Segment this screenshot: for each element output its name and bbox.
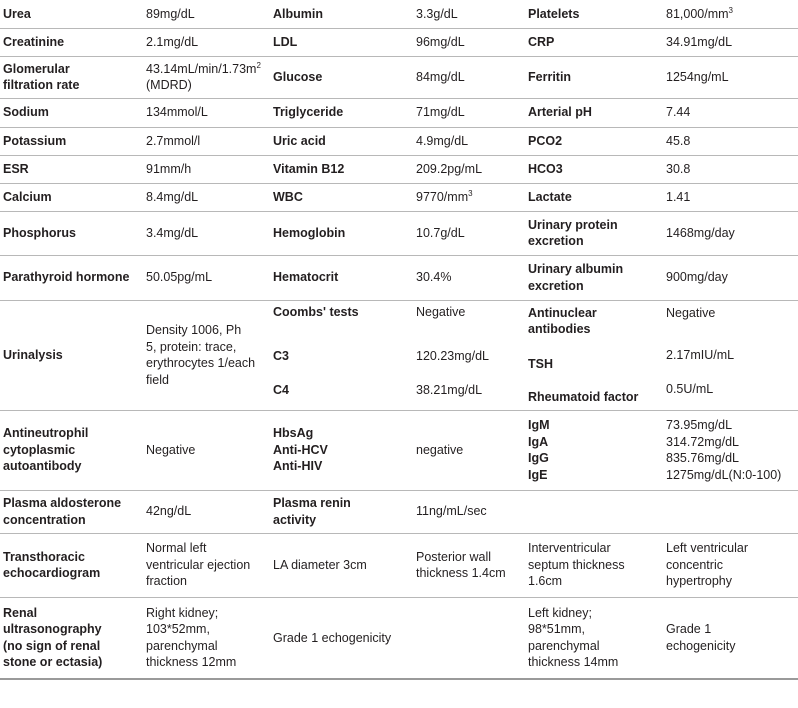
value-line: echogenicity [666,638,736,653]
value-line: 120.23mg/dL [416,348,489,363]
superscript: 3 [728,5,733,15]
label-cell [0,533,143,597]
label-cell: Urinalysis [0,300,143,410]
value-line: 835.76mg/dL [666,451,739,465]
label-line: antibodies [528,322,591,336]
value-text: 43.14mL/min/1.73m [146,61,257,76]
value-line: thickness 12mm [146,655,237,670]
label-cell [0,56,143,98]
table-row [0,410,798,490]
table-row [0,98,798,127]
label-cell [270,300,413,410]
value-line: septum thickness [528,557,625,572]
value-line: ventricular ejection [146,557,251,572]
value-cell: 30.8 [663,155,798,183]
table-row [0,300,798,410]
label-cell: Creatinine [0,28,143,56]
value-line: Left ventricular [666,541,748,556]
value-cell [525,533,663,597]
label-cell: Urea [0,0,143,28]
label-cell [525,211,663,255]
label-line: Antineutrophil [3,426,89,441]
value-line: Right kidney; [146,605,219,620]
label-line: activity [273,512,317,527]
label-line: Urinary protein [528,217,618,232]
value-cell: 134mmol/L [143,98,270,127]
label-cell [0,490,143,533]
value-line: (MDRD) [146,78,192,92]
value-line: 38.21mg/dL [416,382,483,397]
label-cell: Vitamin B12 [270,155,413,183]
value-cell: 30.4% [413,255,525,300]
table-row [0,490,798,533]
table-row [0,597,798,679]
value-line: 5, protein: trace, [146,339,237,354]
label-cell [270,410,413,490]
label-line: (no sign of renal [3,638,101,653]
label-cell [525,410,663,490]
label-cell [525,255,663,300]
value-line: 103*52mm, [146,622,210,637]
value-cell: 209.2pg/mL [413,155,525,183]
value-text: 9770/mm [416,189,469,204]
label-cell: Albumin [270,0,413,28]
value-line: 1.6cm [528,574,563,589]
value-cell: 34.91mg/dL [663,28,798,56]
value-cell: 4.9mg/dL [413,127,525,155]
value-cell: 3.4mg/dL [143,211,270,255]
label-line: concentration [3,512,86,527]
value-line: Negative [416,304,466,319]
value-cell [663,533,798,597]
label-cell: Arterial pH [525,98,663,127]
value-cell [143,597,270,679]
label-cell [0,410,143,490]
label-line: Rheumatoid factor [528,390,639,404]
label-cell [0,597,143,679]
label-cell: Calcium [0,183,143,211]
label-line: C3 [273,348,289,363]
label-cell: Uric acid [270,127,413,155]
value-line: fraction [146,574,187,589]
value-cell: 1.41 [663,183,798,211]
value-line: 314.72mg/dL [666,434,739,449]
value-line: parenchymal [528,638,600,653]
label-line: autoantibody [3,459,82,474]
value-cell: 84mg/dL [413,56,525,98]
table-row [0,0,798,28]
label-cell: Ferritin [525,56,663,98]
label-cell: Lactate [525,183,663,211]
table-row [0,127,798,155]
label-line: stone or ectasia) [3,655,103,670]
label-cell: PCO2 [525,127,663,155]
table-row [0,28,798,56]
value-line: erythrocytes 1/each [146,356,256,370]
value-cell: LA diameter 3cm [270,533,413,597]
label-cell: CRP [525,28,663,56]
value-cell: 8.4mg/dL [143,183,270,211]
value-cell: negative [413,410,525,490]
label-cell: ESR [0,155,143,183]
label-cell: Hematocrit [270,255,413,300]
empty-cell [525,490,663,533]
value-cell: 11ng/mL/sec [413,490,525,533]
value-line: thickness 1.4cm [416,566,506,580]
table-row [0,211,798,255]
label-cell [270,490,413,533]
value-cell [663,410,798,490]
value-cell [413,533,525,597]
label-cell: Phosphorus [0,211,143,255]
value-cell: 900mg/day [663,255,798,300]
value-line: 2.17mIU/mL [666,348,735,363]
label-line: excretion [528,278,584,293]
value-line: concentric [666,557,723,572]
value-cell: 10.7g/dL [413,211,525,255]
label-cell: Hemoglobin [270,211,413,255]
label-line: IgM [528,418,550,432]
table-row [0,533,798,597]
value-cell: 45.8 [663,127,798,155]
value-cell [143,300,270,410]
value-text: 81,000/mm [666,6,729,21]
empty-cell [663,490,798,533]
value-line: Interventricular [528,541,611,556]
value-cell: 89mg/dL [143,0,270,28]
label-line: IgG [528,451,549,465]
value-cell [663,0,798,28]
label-line: filtration rate [3,78,80,92]
label-line: Plasma renin [273,496,351,510]
value-cell: Negative [143,410,270,490]
value-cell: 2.7mmol/l [143,127,270,155]
value-line: Normal left [146,541,207,556]
label-line: IgE [528,467,548,482]
label-line: Anti-HIV [273,459,323,474]
label-cell: Parathyroid hormone [0,255,143,300]
value-line: 1275mg/dL(N:0-100) [666,467,782,482]
label-cell: LDL [270,28,413,56]
value-line: thickness 14mm [528,655,619,670]
value-line: Grade 1 [666,622,712,637]
label-line: cytoplasmic [3,442,76,457]
value-line: Posterior wall [416,549,492,564]
value-cell: 3.3g/dL [413,0,525,28]
value-cell: 1468mg/day [663,211,798,255]
label-line: IgA [528,434,549,449]
table-row [0,56,798,98]
label-line: echocardiogram [3,566,101,580]
label-cell: Platelets [525,0,663,28]
label-line: Transthoracic [3,549,85,564]
table-row [0,183,798,211]
value-cell: 96mg/dL [413,28,525,56]
label-line: TSH [528,356,553,371]
superscript: 3 [468,188,473,198]
value-line: 73.95mg/dL [666,418,733,432]
label-cell [525,300,663,410]
value-cell [663,300,798,410]
superscript: 2 [256,60,261,70]
value-line: hypertrophy [666,574,733,589]
value-cell: 1254ng/mL [663,56,798,98]
value-cell: Grade 1 echogenicity [270,597,525,679]
value-line: field [146,372,169,387]
value-cell: 42ng/dL [143,490,270,533]
value-cell: 7.44 [663,98,798,127]
label-line: Renal [3,605,38,620]
label-cell: Potassium [0,127,143,155]
value-cell [413,300,525,410]
label-cell: Glucose [270,56,413,98]
table-row [0,255,798,300]
value-cell [143,533,270,597]
value-cell: 2.1mg/dL [143,28,270,56]
label-line: Anti-HCV [273,442,328,457]
label-line: ultrasonography [3,622,102,637]
value-cell [413,183,525,211]
value-cell [663,597,798,679]
label-line: C4 [273,382,289,397]
value-cell: 71mg/dL [413,98,525,127]
label-line: HbsAg [273,426,314,441]
value-line: Left kidney; [528,605,592,620]
value-line: Density 1006, Ph [146,323,242,337]
label-line: excretion [528,234,584,248]
value-cell: 50.05pg/mL [143,255,270,300]
label-line: Plasma aldosterone [3,496,122,510]
label-line: Coombs' tests [273,304,359,319]
label-cell: Sodium [0,98,143,127]
label-line: Glomerular [3,61,70,76]
value-cell: 91mm/h [143,155,270,183]
value-cell [525,597,663,679]
value-line [146,61,268,78]
table-row [0,155,798,183]
value-line: 98*51mm, [528,622,585,637]
value-line: Negative [666,305,716,320]
value-line: parenchymal [146,638,218,653]
label-cell: HCO3 [525,155,663,183]
value-line: 0.5U/mL [666,381,714,396]
label-line: Urinary albumin [528,262,624,276]
label-line: Antinuclear [528,305,597,320]
label-cell: WBC [270,183,413,211]
value-cell [143,56,270,98]
label-cell: Triglyceride [270,98,413,127]
